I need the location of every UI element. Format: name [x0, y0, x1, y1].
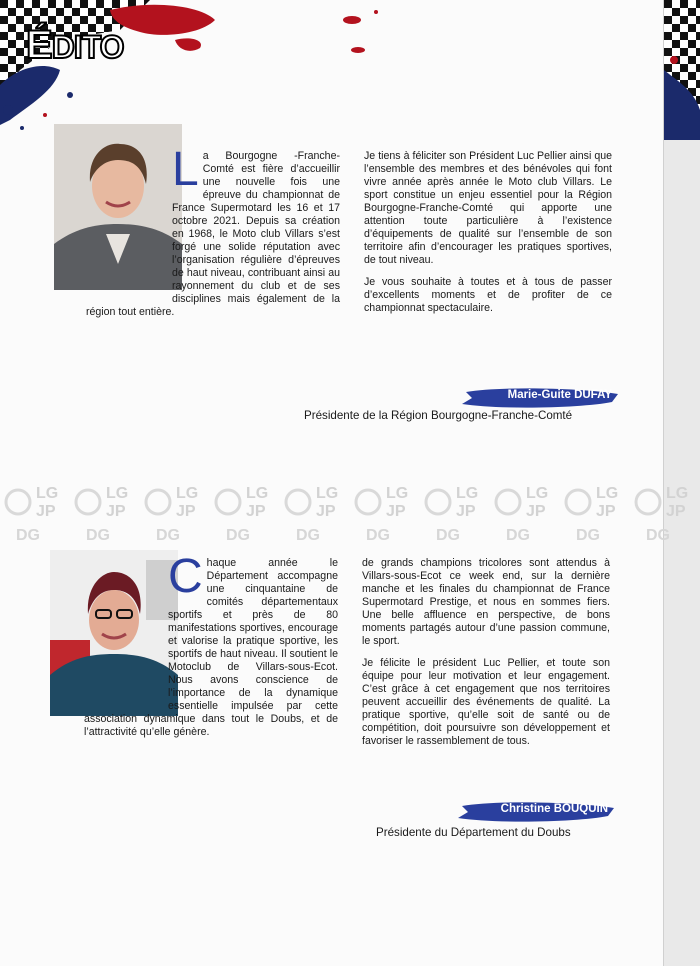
- svg-text:DG: DG: [506, 527, 530, 544]
- svg-text:LG: LG: [386, 485, 409, 502]
- article2-column-left: [84, 550, 338, 739]
- watermark-logo: [632, 480, 696, 544]
- svg-text:JP: JP: [456, 503, 476, 520]
- paint-splash-red: [330, 2, 390, 62]
- edito-heading: ÉDITO: [26, 23, 124, 67]
- svg-text:DG: DG: [366, 527, 390, 544]
- svg-text:LG: LG: [526, 485, 549, 502]
- watermark-logo: [562, 480, 626, 544]
- svg-text:DG: DG: [296, 527, 320, 544]
- watermark-logo: [142, 480, 206, 544]
- article1-column-right: [364, 150, 612, 324]
- svg-text:LG: LG: [666, 485, 689, 502]
- svg-text:JP: JP: [176, 503, 196, 520]
- watermark-logo: [2, 480, 66, 544]
- watermark-logo: [282, 480, 346, 544]
- svg-text:LG: LG: [596, 485, 619, 502]
- svg-text:JP: JP: [386, 503, 406, 520]
- svg-text:JP: JP: [526, 503, 546, 520]
- svg-text:DG: DG: [436, 527, 460, 544]
- article2-column-right: [362, 557, 610, 757]
- dropcap: C: [168, 550, 203, 603]
- svg-text:DG: DG: [156, 527, 180, 544]
- signature-brush-bouquin: [458, 800, 618, 822]
- svg-text:LG: LG: [316, 485, 339, 502]
- signature-name: Marie-Guite DUFAY: [507, 389, 612, 401]
- signature-brush-dufay: [462, 386, 622, 408]
- dropcap: L: [172, 143, 199, 196]
- svg-text:LG: LG: [36, 485, 59, 502]
- article1-paragraph: Je tiens à féliciter son Président Luc Pellier ainsi que l’ensemble des membres et des bénévoles qui font vivre année après année le Moto club Villars. Le sport constitue un enjeu essentiel pour la Région Bourgogne-Franche-Comté qui apporte une attention toute particulière à l’existence d’équipements de qualité sur l’ensemble de son territoire afin d’encourager les pratiques sportives, de tout niveau.: [364, 150, 612, 266]
- watermark-band: [0, 480, 700, 546]
- svg-text:DG: DG: [86, 527, 110, 544]
- signatory-role: Présidente du Département du Doubs: [376, 826, 571, 839]
- article2-paragraph: de grands champions tricolores sont attendus à Villars-sous-Ecot ce week end, sur la dernière manche et les finales du championnat de France Supermotard Prestige, et nous en sommes fiers. Une belle affluence en perspective, de bons moments partagés autour d’une passion commune, le sport.: [362, 557, 610, 647]
- article1-column-left: [86, 143, 340, 319]
- article2-body-text: haque année le Département accompagne une cinquantaine de comités départementaux sportifs et près de 80 manifestations sportives, encourage et valorise la pratique sportive, les sportifs de haut niveau. Il soutient le Motoclub de Villars-sous-Ecot. Nous avons conscience de l’importance de la dynamique essentielle impulsée par cette association dynamique dans tout le Doubs, et de l’attractivité qu’elle génère.: [84, 557, 338, 738]
- svg-text:LG: LG: [456, 485, 479, 502]
- svg-text:DG: DG: [226, 527, 250, 544]
- svg-text:LG: LG: [106, 485, 129, 502]
- watermark-logo: [352, 480, 416, 544]
- svg-text:LG: LG: [246, 485, 269, 502]
- signature-name: Christine BOUQUIN: [500, 803, 608, 815]
- article1-paragraph: Je vous souhaite à toutes et à tous de passer d’excellents moments et de profiter de ce championnat spectaculaire.: [364, 276, 612, 314]
- article2-paragraph: Je félicite le président Luc Pellier, et toute son équipe pour leur motivation et leur engagement. C’est grâce à cet engagement que nos territoires peuvent accueillir des événements de qualité. La pratique sportive, qu’elle soit de santé ou de compétition, doit poursuivre son développement et favoriser le rassemblement de tous.: [362, 657, 610, 747]
- svg-text:DG: DG: [646, 527, 670, 544]
- svg-text:JP: JP: [246, 503, 266, 520]
- article1-body-text: a Bourgogne -Franche-Comté est fière d’accueillir une nouvelle fois une épreuve du championnat de France Supermotard les 16 et 17 octobre 2021. Depuis sa création en 1968, le Moto club Villars s’est forgé une solide réputation avec l’organisation régulière d’épreuves de haut niveau, contribuant ainsi au rayonnement du club et de ses disciplines mais également de la région tout entière.: [86, 150, 340, 318]
- signatory-role: Présidente de la Région Bourgogne-Franche-Comté: [304, 409, 573, 422]
- watermark-logo: [212, 480, 276, 544]
- watermark-logo: [422, 480, 486, 544]
- checkered-flag-edge: [664, 0, 700, 140]
- svg-text:JP: JP: [666, 503, 686, 520]
- svg-text:JP: JP: [316, 503, 336, 520]
- svg-text:JP: JP: [106, 503, 126, 520]
- svg-text:JP: JP: [596, 503, 616, 520]
- svg-text:LG: LG: [176, 485, 199, 502]
- svg-text:JP: JP: [36, 503, 56, 520]
- watermark-logo: [492, 480, 556, 544]
- svg-text:DG: DG: [16, 527, 40, 544]
- svg-text:DG: DG: [576, 527, 600, 544]
- watermark-logo: [72, 480, 136, 544]
